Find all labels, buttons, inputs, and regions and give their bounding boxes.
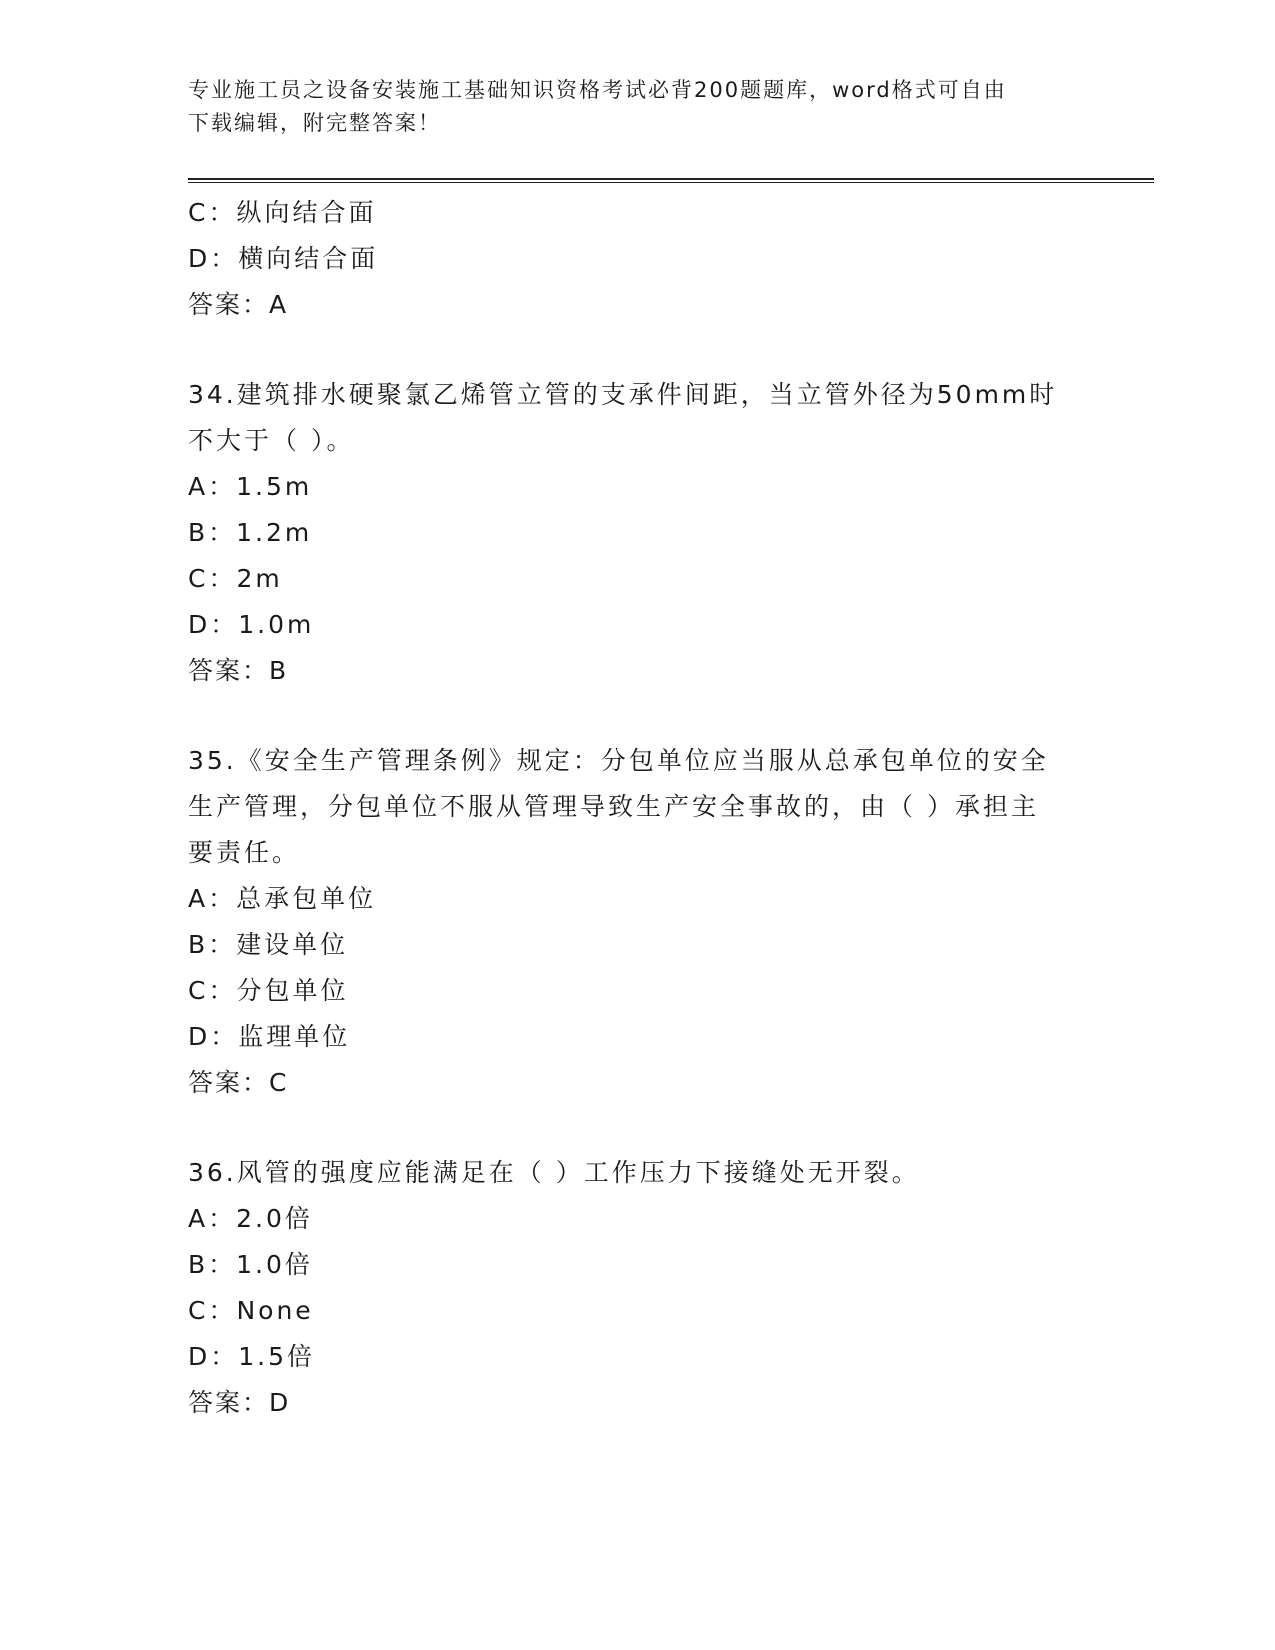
option-a: A：总承包单位: [188, 884, 377, 913]
question-text-line: 36.风管的强度应能满足在（ ）工作压力下接缝处无开裂。: [188, 1158, 920, 1187]
option-b: B：1.0倍: [188, 1250, 313, 1279]
document-body: [188, 190, 1088, 1426]
option-d: D：1.0m: [188, 610, 315, 639]
header-rule-thick: [188, 178, 1154, 180]
question-text-line: 34.建筑排水硬聚氯乙烯管立管的支承件间距，当立管外径为50mm时: [188, 380, 1058, 409]
option-d: D：横向结合面: [188, 244, 379, 273]
question-35: [188, 738, 1088, 1106]
question-36: [188, 1150, 1088, 1426]
question-text-line: 要责任。: [188, 838, 301, 867]
option-d: D：1.5倍: [188, 1342, 316, 1371]
answer-line: 答案：B: [188, 656, 289, 685]
option-d: D：监理单位: [188, 1022, 351, 1051]
option-b: B：1.2m: [188, 518, 313, 547]
document-header: [188, 74, 1068, 140]
option-b: B：建设单位: [188, 930, 349, 959]
option-c: C：纵向结合面: [188, 198, 377, 227]
question-text-line: 生产管理，分包单位不服从管理导致生产安全事故的，由（ ）承担主: [188, 792, 1039, 821]
header-line-1: 专业施工员之设备安装施工基础知识资格考试必背200题题库，word格式可自由: [188, 78, 1007, 102]
answer-line: 答案：A: [188, 290, 289, 319]
answer-line: 答案：D: [188, 1388, 291, 1417]
continued-question: [188, 190, 1088, 328]
option-c: C：None: [188, 1296, 314, 1325]
header-line-2: 下载编辑，附完整答案！: [188, 111, 441, 135]
question-text-line: 35.《安全生产管理条例》规定：分包单位应当服从总承包单位的安全: [188, 746, 1049, 775]
question-34: [188, 372, 1088, 694]
option-c: C：分包单位: [188, 976, 349, 1005]
option-a: A：1.5m: [188, 472, 313, 501]
option-c: C：2m: [188, 564, 283, 593]
answer-line: 答案：C: [188, 1068, 289, 1097]
header-rule-thin: [188, 182, 1154, 183]
question-text-line: 不大于（ ）。: [188, 426, 355, 455]
option-a: A：2.0倍: [188, 1204, 313, 1233]
